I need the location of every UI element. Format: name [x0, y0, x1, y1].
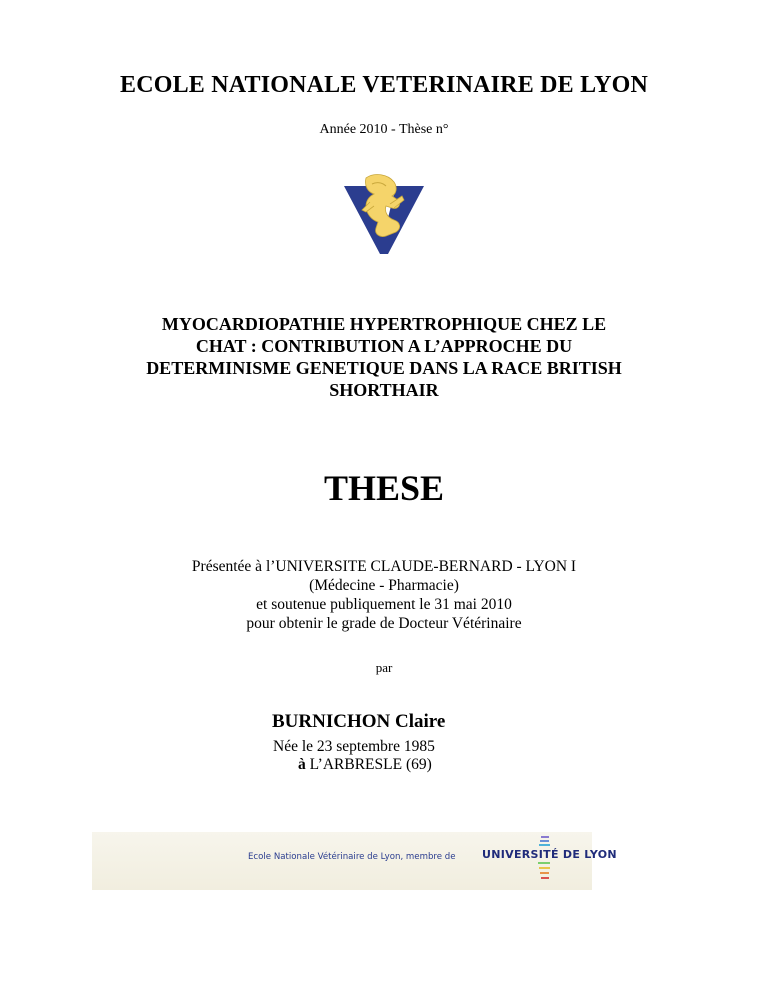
thesis-title: [0, 313, 768, 401]
university-logo-text: UNIVERSITÉ DE LYON: [482, 848, 617, 861]
author-birth-place: [298, 756, 432, 774]
lion-v-logo-icon: [336, 174, 432, 256]
presentation-line: (Médecine - Pharmacie): [309, 577, 459, 594]
birth-place-name: L’ARBRESLE (69): [305, 756, 432, 773]
presentation-line: et soutenue publiquement le 31 mai 2010: [256, 596, 512, 613]
school-title: ECOLE NATIONALE VETERINAIRE DE LYON: [119, 72, 648, 98]
par-label: par: [375, 660, 393, 675]
thesis-title-line: SHORTHAIR: [329, 380, 439, 400]
presentation-line: Présentée à l’UNIVERSITE CLAUDE-BERNARD - LYON I: [191, 558, 577, 575]
thesis-title-line: DETERMINISME GENETIQUE DANS LA RACE BRITISH: [146, 358, 622, 378]
these-heading: THESE: [323, 468, 445, 508]
year-thesis-number: Année 2010 - Thèse n°: [319, 122, 449, 137]
presentation-line: pour obtenir le grade de Docteur Vétérinaire: [246, 615, 522, 632]
presentation-block: [0, 557, 768, 633]
footer-banner: [92, 832, 617, 890]
author-name: BURNICHON Claire: [272, 711, 446, 732]
thesis-title-line: CHAT : CONTRIBUTION A L’APPROCHE DU: [195, 336, 573, 356]
thesis-title-line: MYOCARDIOPATHIE HYPERTROPHIQUE CHEZ LE: [161, 314, 607, 334]
author-birth-date: Née le 23 septembre 1985: [273, 738, 435, 755]
birth-place-prefix: à: [298, 756, 306, 773]
university-logo-icon: [538, 834, 552, 884]
footer-banner-text: Ecole Nationale Vétérinaire de Lyon, membre de: [248, 852, 456, 862]
